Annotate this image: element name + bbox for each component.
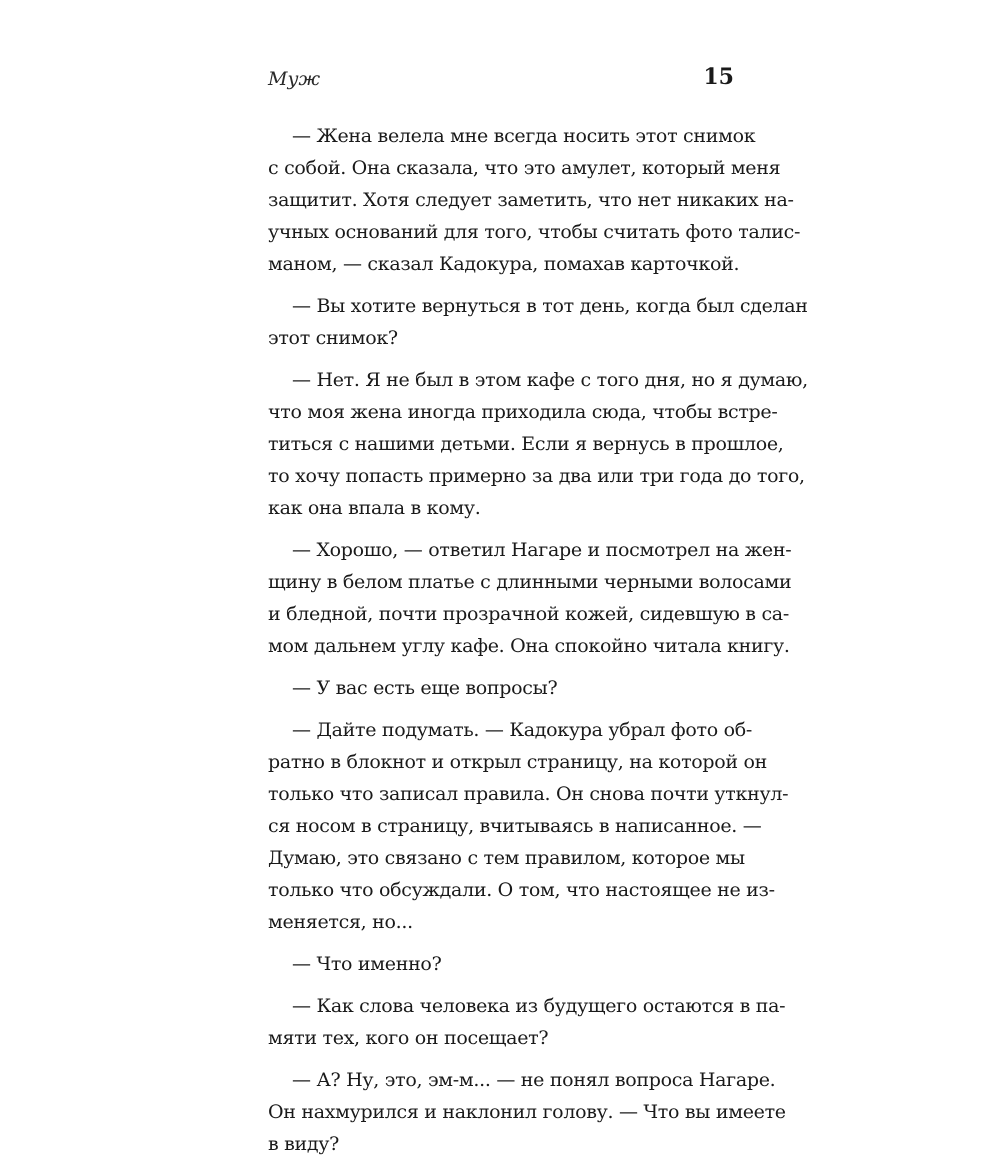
paragraph xyxy=(268,714,789,938)
text-line: — Нет. Я не был в этом кафе с того дня, но я думаю, xyxy=(292,369,808,391)
text-line: титься с нашими детьми. Если я вернусь в прошлое, xyxy=(268,433,784,455)
text-line: и бледной, почти прозрачной кожей, сидевшую в са- xyxy=(268,603,789,625)
text-line: — Вы хотите вернуться в тот день, когда был сделан xyxy=(292,295,808,317)
text-line: только что записал правила. Он снова почти уткнул- xyxy=(268,783,789,805)
text-line: — Что именно? xyxy=(292,953,442,975)
text-line: мяти тех, кого он посещает? xyxy=(268,1027,549,1049)
text-line: что моя жена иногда приходила сюда, чтобы встре- xyxy=(268,401,778,423)
text-line: маном, — сказал Кадокура, помахав карточкой. xyxy=(268,253,740,275)
text-line: Думаю, это связано с тем правилом, которое мы xyxy=(268,847,745,869)
text-line: этот снимок? xyxy=(268,327,398,349)
text-line: ратно в блокнот и открыл страницу, на которой он xyxy=(268,751,768,773)
text-line: только что обсуждали. О том, что настоящее не из- xyxy=(268,879,775,901)
text-line: Он нахмурился и наклонил голову. — Что вы имеете xyxy=(268,1101,786,1123)
text-line: мом дальнем углу кафе. Она спокойно читала книгу. xyxy=(268,635,790,657)
text-line: в виду? xyxy=(268,1133,340,1155)
paragraph xyxy=(268,948,734,980)
paragraph xyxy=(268,290,808,354)
text-line: то хочу попасть примерно за два или три года до того, xyxy=(268,465,805,487)
paragraph xyxy=(268,534,792,662)
running-head xyxy=(268,64,734,96)
paragraph xyxy=(268,1064,786,1160)
text-line: — Дайте подумать. — Кадокура убрал фото об- xyxy=(292,719,753,741)
body-text xyxy=(268,120,808,1160)
text-line: ся носом в страницу, вчитываясь в написанное. — xyxy=(268,815,762,837)
text-line: — Как слова человека из будущего остаются в па- xyxy=(292,995,786,1017)
text-line: щину в белом платье с длинными черными волосами xyxy=(268,571,792,593)
text-line: с собой. Она сказала, что это амулет, который меня xyxy=(268,157,781,179)
text-line: — Жена велела мне всегда носить этот снимок xyxy=(292,125,756,147)
text-line: меняется, но... xyxy=(268,911,413,933)
text-line: — Хорошо, — ответил Нагаре и посмотрел на жен- xyxy=(292,539,792,561)
running-title: Муж xyxy=(268,68,321,90)
text-line: — А? Ну, это, эм-м... — не понял вопроса Нагаре. xyxy=(292,1069,776,1091)
text-line: — У вас есть еще вопросы? xyxy=(292,677,558,699)
page-number: 15 xyxy=(703,64,734,90)
paragraph xyxy=(268,120,801,280)
text-line: как она впала в кому. xyxy=(268,497,481,519)
paragraph xyxy=(268,364,808,524)
text-line: защитит. Хотя следует заметить, что нет никаких на- xyxy=(268,189,794,211)
paragraph xyxy=(268,672,734,704)
text-line: учных оснований для того, чтобы считать фото талис- xyxy=(268,221,801,243)
